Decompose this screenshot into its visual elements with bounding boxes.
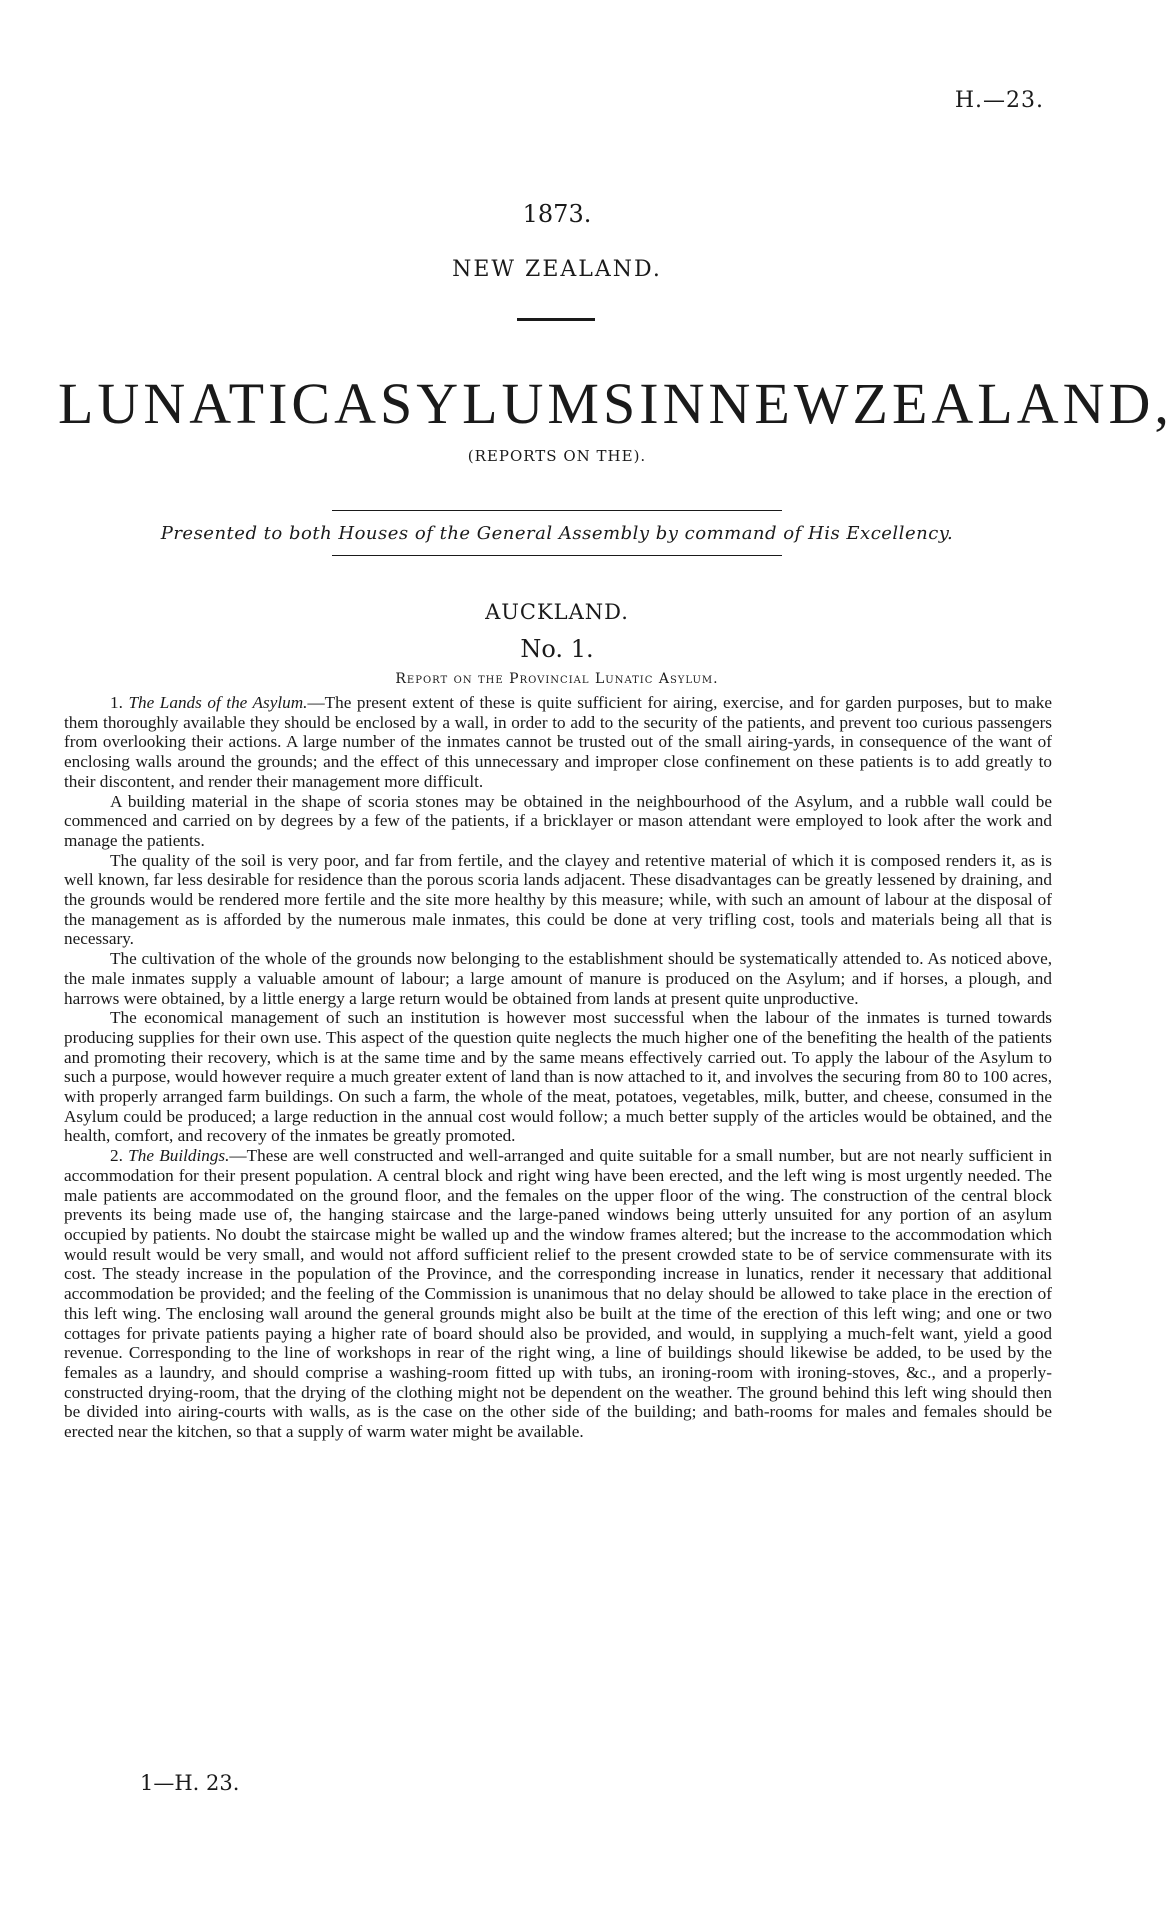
main-title [58, 370, 1173, 437]
report-heading: Report on the Provincial Lunatic Asylum. [395, 671, 719, 687]
subtitle: (REPORTS ON THE). [467, 447, 647, 465]
paragraph: 2. The Buildings.—These are well constructed and well-arranged and quite suitable for a small number, but are not nearly sufficient in accommodation for their present population. A central block and right wing have been erected, and the left wing is most urgently needed. The male patients are accommodated on the ground floor, and the females on the upper floor of the wing. The construction of the central block prevents its being made use of, the hanging staircase and the large-paned windows being utterly unsuited for any portion of an asylum occupied by patients. No doubt the staircase might be walled up and the window frames altered; but the increase to the accommodation which would result would be very small, and would not afford sufficient relief to the present crowded state to be of service commensurate with its cost. The steady increase in the population of the Province, and the corresponding increase in lunatics, render it necessary that additional accommodation be provided; and the feeling of the Commission is unanimous that no delay should be allowed to take place in the erection of this left wing. The enclosing wall around the general grounds might also be built at the time of the erection of this left wing; and one or two cottages for private patients paying a higher rate of board should also be provided, and would, in supplying a much-felt want, yield a good revenue. Corresponding to the line of workshops in rear of the right wing, a line of buildings should likewise be added, to be used by the females as a laundry, and should comprise a washing-room fitted up with tubs, an ironing-room with ironing-stoves, &c., and a properly-constructed drying-room, that the drying of the clothing might not be dependent on the weather. The ground behind this left wing should then be divided into airing-courts with walls, as is the case on the other side of the building; and bath-rooms for males and females should be erected near the kitchen, so that a supply of warm water might be available. [64, 1146, 1053, 1442]
short-divider [517, 318, 595, 321]
paragraph: A building material in the shape of scoria stones may be obtained in the neighbourhood of the Asylum, and a rubble wall could be commenced and carried on by degrees by a few of the patients, if a bricklayer or mason attendant were employed to look after the work and manage the patients. [64, 791, 1052, 850]
paragraph: The cultivation of the whole of the grounds now belonging to the establishment should be systematically attended to. As noticed above, the male inmates supply a valuable amount of labour; a large amount of manure is produced on the Asylum; and if horses, a plough, and harrows were obtained, by a little energy a large return would be obtained from lands at present quite unproductive. [64, 949, 1052, 1008]
divider-top [332, 510, 782, 511]
section-title: AUCKLAND. [485, 600, 629, 624]
divider-bottom [332, 555, 782, 556]
report-number: No. 1. [520, 635, 594, 663]
title-word: NEW [708, 371, 853, 436]
paragraph: The quality of the soil is very poor, and far from fertile, and the clayey and retentive material of which it is composed renders it, as is well known, far less desirable for residence than the porous scoria lands adjacent. These disadvantages can be greatly lessened by draining, and the grounds would be rendered more fertile and the site more healthy by this measure; while, with such an amount of labour at the disposal of the management as is afforded by the numerous male inmates, this could be done at very trifling cost, tools and materials being all that is necessary. [64, 850, 1052, 949]
title-word: IN [639, 371, 709, 436]
footer-signature: 1—H. 23. [140, 1771, 240, 1795]
title-word: ZEALAND, [852, 371, 1173, 436]
paragraph: The economical management of such an institution is however most successful when the labour of the inmates is turned towards producing supplies for their own use. This aspect of the question quite neglects the much higher one of the benefiting the health of the patients and promoting their recovery, which is at the same time and by the same means effectively carried out. To apply the labour of the Asylum to such a purpose, would however require a much greater extent of land than is now attached to it, and involves the securing from 80 to 100 acres, with properly arranged farm buildings. On such a farm, the whole of the meat, potatoes, vegetables, milk, butter, and cheese, consumed in the Asylum could be produced; a large reduction in the annual cost would follow; a much better supply of the articles would be obtained, and the health, comfort, and recovery of the inmates be greatly promoted. [64, 1008, 1052, 1146]
page-reference: H.—23. [954, 88, 1044, 113]
country-heading: NEW ZEALAND. [452, 257, 662, 282]
presented-line: Presented to both Houses of the General Assembly by command of His Excellency. [160, 523, 954, 544]
document-year: 1873. [522, 200, 592, 228]
paragraph: 1. The Lands of the Asylum.—The present extent of these is quite sufficient for airing, exercise, and for garden purposes, but to make them thoroughly available they should be enclosed by a wall, in order to add to the security of the patients, and prevent too curious passengers from overlooking their actions. A large number of the inmates cannot be trusted out of the small airing-yards, in consequence of the want of enclosing walls around the grounds; and the effect of this unnecessary and improper close confinement on these patients is to add greatly to their discontent, and render their management more difficult. [64, 693, 1053, 791]
title-word: ASYLUMS [334, 371, 640, 436]
title-word: LUNATIC [58, 371, 335, 436]
report-body [64, 693, 1052, 1442]
